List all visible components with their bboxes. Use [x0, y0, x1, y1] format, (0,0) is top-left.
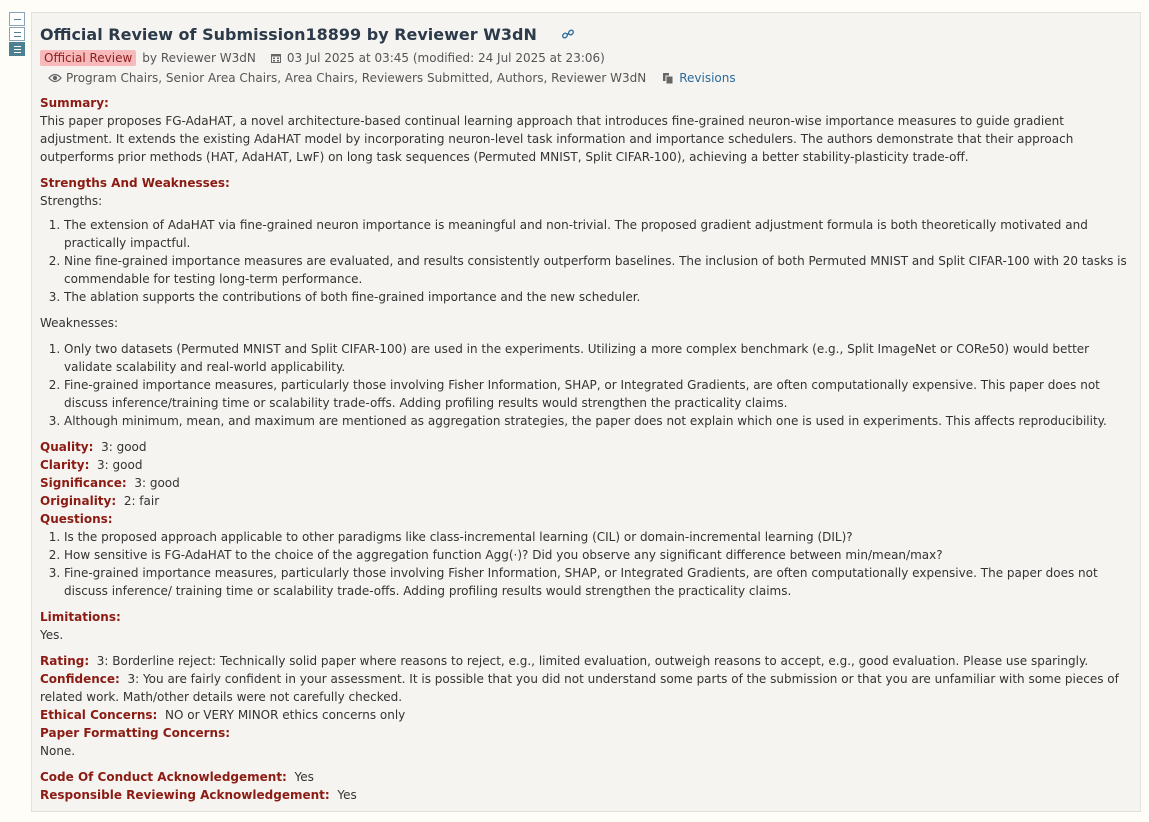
ethical-concerns-value: NO or VERY MINOR ethics concerns only [164, 708, 406, 722]
originality-label: Originality: [40, 494, 117, 508]
summary-text: This paper proposes FG-AdaHAT, a novel architecture-based continual learning approach that introduces fine-grained neuron-wise importance measures to guide gradient adjustment. It extends the existing AdaHAT model by incorporating neuron-level task information and importance schedulers. The authors demonstrate that their approach outperforms prior methods (HAT, AdaHAT, LwF) on long task sequences (Permuted MNIST, Split CIFAR-100), achieving a better stability-plasticity trade-off. [40, 114, 1074, 164]
list-item: 3. Fine-grained importance measures, particularly those involving Fisher Information, SHAP, or Integrated Gradients, are often computationally expensive. The paper does not discuss inference/ training time or scalability trade-offs. Adding profiling results would strengthen the practicality claims. [64, 564, 1132, 600]
responsible-ack-value: Yes [337, 788, 357, 802]
collapse-view-button[interactable] [9, 12, 25, 26]
readers-list: Program Chairs, Senior Area Chairs, Area Chairs, Reviewers Submitted, Authors, Reviewer W3dN [66, 71, 647, 85]
summary-label: Summary: [40, 96, 109, 110]
clarity-label: Clarity: [40, 458, 90, 472]
link-icon[interactable] [561, 27, 575, 41]
list-item: 2. Fine-grained importance measures, particularly those involving Fisher Information, SHAP, or Integrated Gradients, are often computationally expensive. This paper does not discuss inference/training time or scalability trade-offs. Adding profiling results would strengthen the practicality claims. [64, 376, 1132, 412]
confidence-label: Confidence: [40, 672, 120, 686]
limitations-label: Limitations: [40, 610, 121, 624]
formatting-concerns-label: Paper Formatting Concerns: [40, 726, 231, 740]
review-title: Official Review of Submission18899 by Reviewer W3dN [40, 24, 537, 44]
significance-label: Significance: [40, 476, 127, 490]
significance-value: 3: good [134, 476, 180, 490]
originality-value: 2: fair [123, 494, 160, 508]
quality-value: 3: good [101, 440, 147, 454]
weaknesses-heading: Weaknesses: [40, 316, 119, 330]
invitation-badge: Official Review [40, 50, 136, 66]
conduct-ack-value: Yes [294, 770, 314, 784]
revisions-link[interactable]: Revisions [679, 71, 736, 85]
list-item: 2. How sensitive is FG-AdaHAT to the choice of the aggregation function Agg(·)? Did you observe any significant difference between min/mean/max? [64, 546, 1132, 564]
rating-value: 3: Borderline reject: Technically solid paper where reasons to reject, e.g., limited evaluation, outweigh reasons to accept, e.g., good evaluation. Please use sparingly. [96, 654, 1089, 668]
ethical-concerns-label: Ethical Concerns: [40, 708, 158, 722]
review-note [31, 12, 1141, 812]
quality-label: Quality: [40, 440, 94, 454]
list-item: 3. The ablation supports the contributions of both fine-grained importance and the new scheduler. [64, 288, 1132, 306]
list-item: 1. The extension of AdaHAT via fine-grained neuron importance is meaningful and non-trivial. The proposed gradient adjustment formula is both theoretically motivated and practically impactful. [64, 216, 1132, 252]
list-item: 2. Nine fine-grained importance measures are evaluated, and results consistently outperform baselines. The inclusion of both Permuted MNIST and Split CIFAR-100 with 20 tasks is commendable for testing long-term performance. [64, 252, 1132, 288]
limitations-text: Yes. [40, 628, 64, 642]
strengths-weaknesses-label: Strengths And Weaknesses: [40, 176, 230, 190]
questions-label: Questions: [40, 512, 113, 526]
confidence-value: 3: You are fairly confident in your assessment. It is possible that you did not understand some parts of the submission or that you are unfamiliar with some pieces of related work. Math/other details were not carefully checked. [40, 672, 1119, 704]
view-toggle-group [9, 12, 25, 57]
questions-list [64, 528, 1132, 600]
review-author: by Reviewer W3dN [142, 51, 256, 65]
weaknesses-list [64, 340, 1132, 430]
revisions-icon [662, 72, 674, 85]
review-date: 03 Jul 2025 at 03:45 (modified: 24 Jul 2025 at 23:06) [286, 51, 605, 65]
clarity-value: 3: good [97, 458, 143, 472]
rating-label: Rating: [40, 654, 90, 668]
list-item: 1. Is the proposed approach applicable to other paradigms like class-incremental learning (CIL) or domain-incremental learning (DIL)? [64, 528, 1132, 546]
calendar-icon [270, 52, 282, 64]
conduct-ack-label: Code Of Conduct Acknowledgement: [40, 770, 287, 784]
full-view-button[interactable] [9, 42, 25, 56]
responsible-ack-label: Responsible Reviewing Acknowledgement: [40, 788, 330, 802]
strengths-heading: Strengths: [40, 194, 103, 208]
list-item: 3. Although minimum, mean, and maximum are mentioned as aggregation strategies, the paper does not explain which one is used in experiments. This affects reproducibility. [64, 412, 1132, 430]
strengths-list [64, 216, 1132, 306]
list-item: 1. Only two datasets (Permuted MNIST and Split CIFAR-100) are used in the experiments. Utilizing a more complex benchmark (e.g., Split ImageNet or CORe50) would better validate scalability and real-world applicability. [64, 340, 1132, 376]
eye-icon [48, 73, 62, 83]
formatting-concerns-value: None. [40, 744, 76, 758]
partial-view-button[interactable] [9, 27, 25, 41]
